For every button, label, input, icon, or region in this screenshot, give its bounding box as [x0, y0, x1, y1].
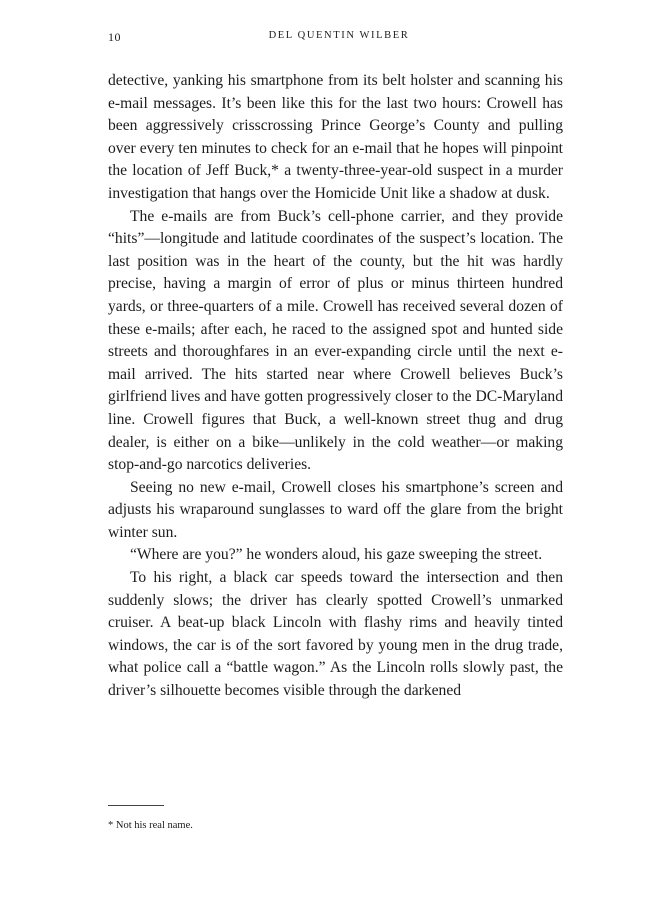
page-number: 10	[108, 30, 121, 44]
footnote-divider	[108, 805, 164, 806]
paragraph: “Where are you?” he wonders aloud, his gaze sweeping the street.	[130, 546, 543, 564]
running-head	[108, 30, 570, 46]
paragraph: To his right, a black car speeds toward the intersection and then suddenly slows; the driver has clearly spotted Crowell’s unmarked cruiser. A beat-up black Lincoln with flashy rims and heavily tinted windows, the car is of the sort favored by young men in the drug trade, what police call a “battle wagon.” As the Lincoln rolls slowly past, the driver’s silhouette becomes visible through the darkened	[108, 569, 563, 700]
running-title: DEL QUENTIN WILBER	[268, 30, 410, 41]
paragraph: The e-mails are from Buck’s cell-phone carrier, and they provide “hits”—longitude and latitude coordinates of the suspect’s location. The last position was in the heart of the county, but the hit was hardly precise, having a margin of error of plus or minus thirteen hundred yards, or three-quarters of a mile. Crowell has received several dozen of these e-mails; after each, he raced to the assigned spot and hunted side streets and thoroughfares in an ever-expanding circle until the next e-mail arrived. The hits started near where Crowell believes Buck’s girlfriend lives and have gotten progressively closer to the DC-Maryland line. Crowell figures that Buck, a well-known street thug and drug dealer, is either on a bike—unlikely in the cold weather—or making stop-and-go narcotics deliveries.	[108, 207, 563, 474]
paragraph: Seeing no new e-mail, Crowell closes his smartphone’s screen and adjusts his wraparound sunglasses to ward off the glare from the bright winter sun.	[108, 478, 563, 541]
body-text	[108, 70, 563, 703]
paragraph: detective, yanking his smartphone from its belt holster and scanning his e-mail messages. It’s been like this for the last two hours: Crowell has been aggressively crisscrossing Prince George’s County and pulling over every ten minutes to check for an e-mail that he hopes will pinpoint the location of Jeff Buck,* a twenty-three-year-old suspect in a murder investigation that hangs over the Homicide Unit like a shadow at dusk.	[108, 72, 563, 202]
footnote: * Not his real name.	[108, 820, 193, 831]
